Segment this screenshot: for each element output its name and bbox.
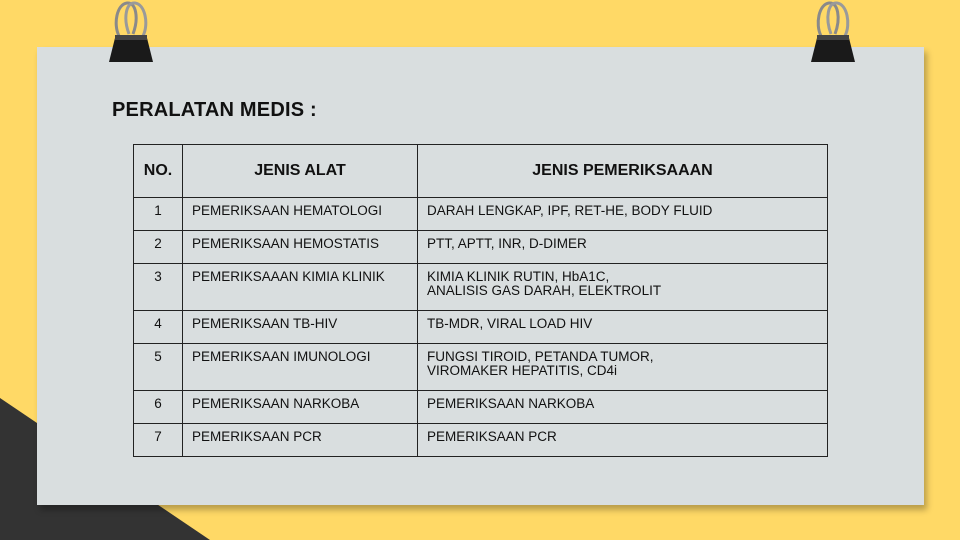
row-number: 4 — [134, 311, 183, 344]
row-pemeriksaan — [418, 311, 828, 344]
row-pemeriksaan — [418, 264, 828, 311]
table-row — [134, 391, 828, 424]
pemeriksaan-line: ANALISIS GAS DARAH, ELEKTROLIT — [427, 283, 662, 298]
page-title: PERALATAN MEDIS : — [112, 99, 317, 121]
row-number: 3 — [134, 264, 183, 311]
binder-clip-icon — [805, 0, 861, 64]
row-alat: PEMERIKSAAN NARKOBA — [183, 391, 418, 424]
row-alat: PEMERIKSAAN TB-HIV — [183, 311, 418, 344]
header-jenis-alat: JENIS ALAT — [183, 145, 418, 198]
row-pemeriksaan — [418, 391, 828, 424]
pemeriksaan-line: PTT, APTT, INR, D-DIMER — [427, 236, 587, 251]
header-jenis-pemeriksaan: JENIS PEMERIKSAAAN — [418, 145, 828, 198]
table-row — [134, 424, 828, 457]
table-row — [134, 264, 828, 311]
table-row — [134, 198, 828, 231]
row-alat: PEMERIKSAAN IMUNOLOGI — [183, 344, 418, 391]
row-pemeriksaan — [418, 231, 828, 264]
equipment-table — [133, 144, 828, 457]
pemeriksaan-line: FUNGSI TIROID, PETANDA TUMOR, — [427, 349, 654, 364]
pemeriksaan-line: PEMERIKSAAN PCR — [427, 429, 557, 444]
row-pemeriksaan — [418, 424, 828, 457]
table-row — [134, 344, 828, 391]
row-alat: PEMERIKSAAN HEMATOLOGI — [183, 198, 418, 231]
row-number: 5 — [134, 344, 183, 391]
pemeriksaan-line: PEMERIKSAAN NARKOBA — [427, 396, 595, 411]
pemeriksaan-line: TB-MDR, VIRAL LOAD HIV — [427, 316, 593, 331]
row-pemeriksaan — [418, 198, 828, 231]
row-pemeriksaan — [418, 344, 828, 391]
table-row — [134, 311, 828, 344]
row-alat: PEMERIKSAAN HEMOSTATIS — [183, 231, 418, 264]
header-no: NO. — [134, 145, 183, 198]
pemeriksaan-line: KIMIA KLINIK RUTIN, HbA1C, — [427, 269, 610, 284]
pemeriksaan-line: DARAH LENGKAP, IPF, RET-HE, BODY FLUID — [427, 203, 713, 218]
row-alat: PEMERIKSAAN PCR — [183, 424, 418, 457]
row-number: 7 — [134, 424, 183, 457]
binder-clip-icon — [103, 0, 159, 64]
table-header-row — [134, 145, 828, 198]
table-row — [134, 231, 828, 264]
row-alat: PEMERIKSAAAN KIMIA KLINIK — [183, 264, 418, 311]
pemeriksaan-line: VIROMAKER HEPATITIS, CD4i — [427, 363, 618, 378]
row-number: 1 — [134, 198, 183, 231]
row-number: 6 — [134, 391, 183, 424]
row-number: 2 — [134, 231, 183, 264]
